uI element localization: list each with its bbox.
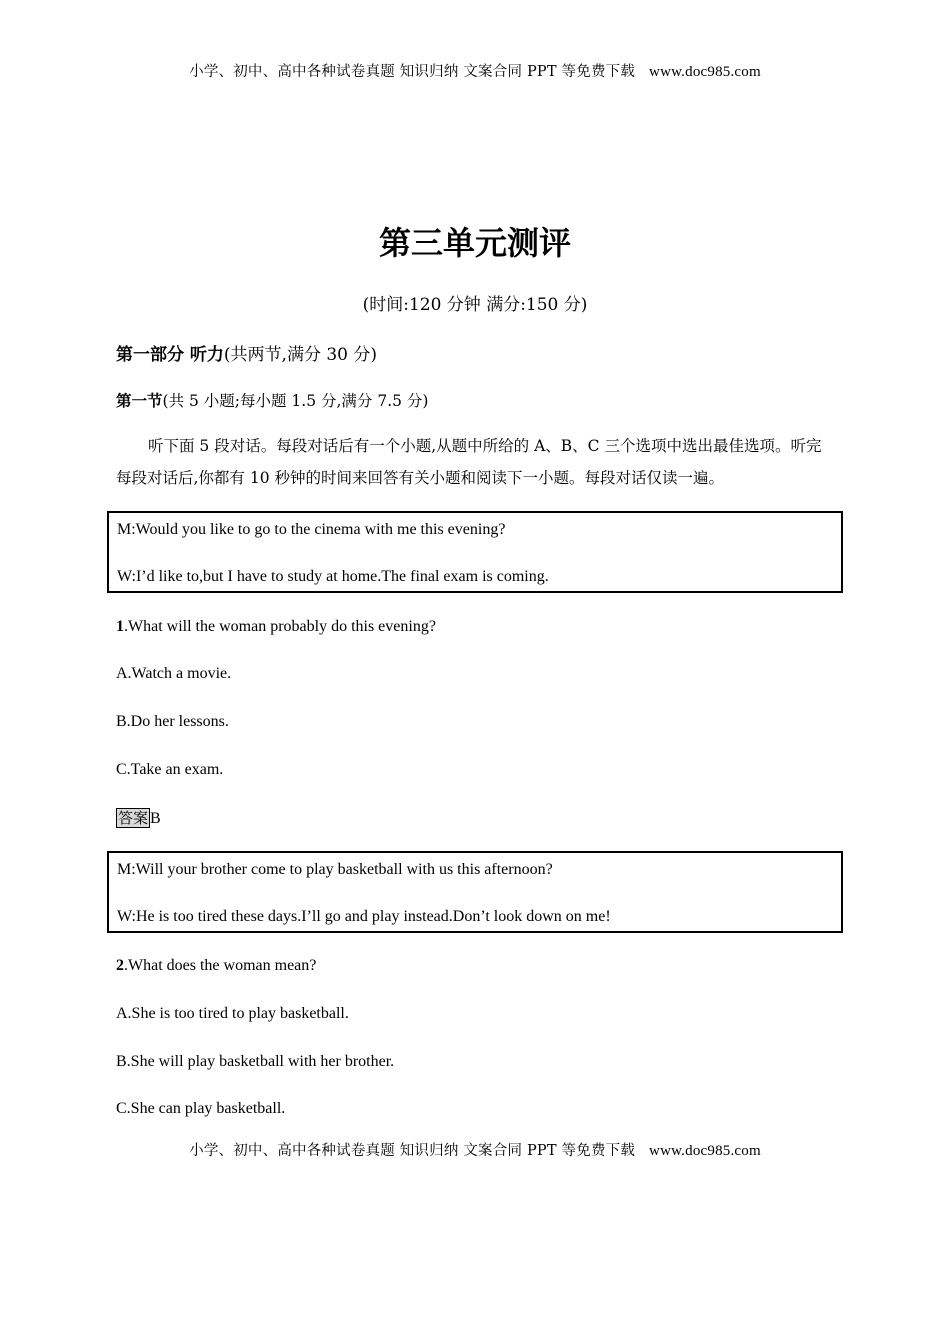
page-title: 第三单元测评 [378, 224, 571, 262]
footer-url[interactable]: www.doc985.com [649, 1143, 761, 1159]
question-2-stem: .What does the woman mean? [124, 957, 317, 974]
dialog-1-woman: W:I’d like to,but I have to study at home.The final exam is coming. [117, 568, 549, 585]
part1-heading-bold: 第一部分 听力 [116, 345, 224, 365]
footer-text: 小学、初中、高中各种试卷真题 知识归纳 文案合同 PPT 等免费下载 [189, 1143, 636, 1159]
question-1-answer-value: B [150, 810, 161, 827]
question-2-option-a: A.She is too tired to play basketball. [116, 1005, 349, 1022]
section1-heading [116, 389, 428, 411]
question-1-answer [116, 808, 161, 828]
question-2-option-c: C.She can play basketball. [116, 1100, 286, 1117]
header-url[interactable]: www.doc985.com [649, 64, 761, 80]
question-2-option-b: B.She will play basketball with her brother. [116, 1053, 395, 1070]
dialog-1-man: M:Would you like to go to the cinema with me this evening? [117, 521, 506, 538]
dialog-2-woman: W:He is too tired these days.I’ll go and play instead.Don’t look down on me! [117, 908, 611, 925]
dialog-1-box [107, 511, 843, 593]
header-text: 小学、初中、高中各种试卷真题 知识归纳 文案合同 PPT 等免费下载 [189, 64, 636, 80]
section1-heading-rest: (共 5 小题;每小题 1.5 分,满分 7.5 分) [162, 392, 429, 410]
page-header [0, 60, 950, 81]
section1-heading-bold: 第一节 [116, 392, 163, 410]
dialog-2-man: M:Will your brother come to play basketball with us this afternoon? [117, 861, 553, 878]
question-1-stem: .What will the woman probably do this evening? [124, 618, 436, 635]
question-1-option-b: B.Do her lessons. [116, 713, 229, 730]
question-2-number: 2 [116, 957, 124, 974]
answer-label: 答案 [118, 809, 149, 827]
part1-heading-rest: (共两节,满分 30 分) [223, 345, 378, 365]
exam-subtitle: (时间:120 分钟 满分:150 分) [362, 295, 588, 315]
part1-heading [116, 340, 377, 365]
question-2 [116, 957, 316, 975]
section1-instructions: 听下面 5 段对话。每段对话后有一个小题,从题中所给的 A、B、C 三个选项中选出最佳选项。听完每段对话后,你都有 10 秒钟的时间来回答有关小题和阅读下一小题。每段对话仅读一遍。 [116, 437, 822, 487]
question-1-number: 1 [116, 618, 124, 635]
question-1-option-c: C.Take an exam. [116, 761, 224, 778]
page-footer [0, 1139, 950, 1160]
question-1-option-a: A.Watch a movie. [116, 665, 232, 682]
dialog-2-box [107, 851, 843, 933]
question-1 [116, 618, 436, 636]
